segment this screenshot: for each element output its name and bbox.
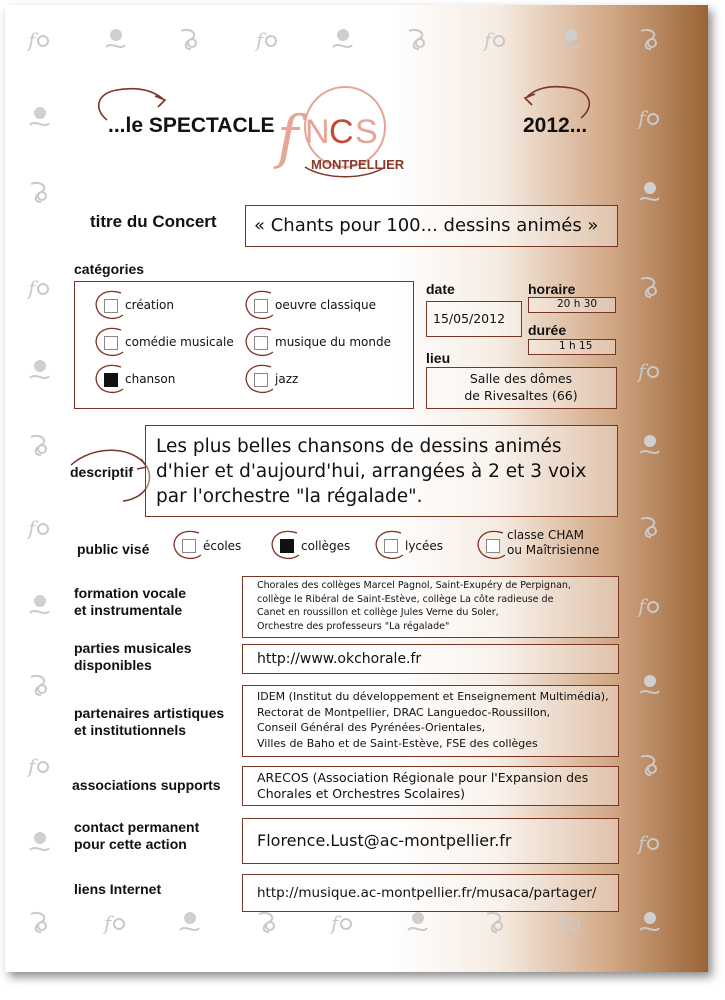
svg-text:f: f <box>28 516 36 539</box>
time-label: horaire <box>528 281 576 297</box>
partners-line-2: Rectorat de Montpellier, DRAC Languedoc-Roussillon, <box>257 705 551 719</box>
parts-box[interactable] <box>242 644 619 674</box>
treble-swirl-icon <box>405 27 429 51</box>
category-checkbox[interactable] <box>254 336 268 350</box>
time-box <box>528 297 616 313</box>
place-line2: de Rivesaltes (66) <box>464 388 578 403</box>
note-ball-icon <box>637 910 661 934</box>
svg-text:f: f <box>638 106 646 129</box>
description-line-3: par l'orchestre "la régalade". <box>156 486 423 507</box>
category-label: comédie musicale <box>125 335 234 349</box>
concert-title-box <box>245 205 618 247</box>
audience-label-line: lycées <box>405 539 444 553</box>
note-ball-icon <box>27 830 51 854</box>
fc-monogram-icon <box>27 753 51 777</box>
note-ball-icon <box>405 910 429 934</box>
partners-line-4: Villes de Baho et de Saint-Estève, FSE des collèges <box>257 736 538 750</box>
treble-swirl-icon <box>483 910 507 934</box>
treble-swirl-icon <box>177 27 201 51</box>
formation-line-2: collège le Ribéral de Saint-Estève, collège La côte radieuse de <box>257 593 554 605</box>
svg-text:f: f <box>28 276 36 299</box>
links-box[interactable] <box>242 874 619 912</box>
treble-swirl-icon <box>27 180 51 204</box>
audience-checkbox[interactable] <box>384 539 398 553</box>
note-ball-icon <box>558 27 582 51</box>
svg-text:f: f <box>28 754 36 777</box>
description-text <box>156 434 586 509</box>
category-checkbox[interactable] <box>254 299 268 313</box>
treble-swirl-icon <box>637 27 661 51</box>
svg-text:f: f <box>104 911 112 934</box>
contact-label-1: contact permanent <box>74 819 200 835</box>
svg-text:f: f <box>277 103 299 171</box>
date-box <box>426 301 522 337</box>
audience-label-line: classe CHAM <box>507 528 584 542</box>
logo-city: MONTPELLIER <box>311 157 405 172</box>
svg-text:f: f <box>559 911 567 934</box>
category-checkbox[interactable] <box>104 336 118 350</box>
description-line-2: d'hier et d'aujourd'hui, arrangées à 2 et 3 voix <box>156 461 587 482</box>
fc-monogram-icon <box>637 830 661 854</box>
audience-checkbox[interactable] <box>182 539 196 553</box>
concert-title-value: « Chants pour 100... dessins animés » <box>254 215 599 236</box>
fc-monogram-icon <box>483 27 507 51</box>
formation-label-1: formation vocale <box>74 585 187 601</box>
associations-label: associations supports <box>72 777 221 793</box>
svg-text:S: S <box>355 113 378 151</box>
associations-box <box>242 766 619 806</box>
contact-email[interactable]: Florence.Lust@ac-montpellier.fr <box>257 831 512 850</box>
svg-text:N: N <box>305 113 330 151</box>
concert-title-label: titre du Concert <box>90 212 217 231</box>
year-label: 2012... <box>523 114 588 137</box>
duration-label: durée <box>528 322 567 338</box>
poster-sheet <box>5 5 708 972</box>
audience-label <box>203 539 241 554</box>
formation-line-4: Orchestre des professeurs "La régalade" <box>257 620 450 632</box>
svg-text:f: f <box>484 28 492 51</box>
category-label: oeuvre classique <box>275 298 377 312</box>
fc-monogram-icon <box>637 105 661 129</box>
category-label: jazz <box>275 372 299 386</box>
audience-label-line: collèges <box>301 539 351 553</box>
treble-swirl-icon <box>637 275 661 299</box>
place-box <box>426 367 617 409</box>
treble-swirl-icon <box>637 515 661 539</box>
duration-box <box>528 339 616 355</box>
fncs-logo <box>265 85 415 185</box>
description-box <box>145 425 618 517</box>
parts-label-2: disponibles <box>74 657 152 673</box>
treble-swirl-icon <box>27 910 51 934</box>
links-label: liens Internet <box>74 881 162 897</box>
svg-text:f: f <box>638 831 646 854</box>
svg-text:f: f <box>638 594 646 617</box>
contact-box[interactable] <box>242 818 619 864</box>
treble-swirl-icon <box>637 753 661 777</box>
category-label: création <box>125 298 174 312</box>
fc-monogram-icon <box>330 910 354 934</box>
date-value: 15/05/2012 <box>433 311 506 326</box>
note-ball-icon <box>103 27 127 51</box>
links-url[interactable]: http://musique.ac-montpellier.fr/musaca/partager/ <box>257 885 597 901</box>
partners-lines <box>257 689 609 751</box>
fc-monogram-icon <box>103 910 127 934</box>
category-checkbox[interactable] <box>104 299 118 313</box>
partners-line-1: IDEM (Institut du développement et Enseignement Multimédia), <box>257 690 609 703</box>
svg-text:f: f <box>28 28 36 51</box>
note-ball-icon <box>330 27 354 51</box>
formation-line-3: Canet en roussillon et collège Jules Verne du Soler, <box>257 607 499 618</box>
spectacle-label: ...le SPECTACLE <box>108 114 275 137</box>
note-ball-icon <box>27 593 51 617</box>
note-ball-icon <box>27 105 51 129</box>
category-label: chanson <box>125 372 176 386</box>
audience-label-line-2: ou Maîtrisienne <box>507 543 600 557</box>
svg-text:C: C <box>329 113 354 151</box>
formation-label-2: et instrumentale <box>74 602 183 618</box>
partners-label-2: et institutionnels <box>74 722 186 738</box>
description-label: descriptif <box>70 464 134 480</box>
note-ball-icon <box>177 910 201 934</box>
svg-text:f: f <box>331 911 339 934</box>
treble-swirl-icon <box>27 433 51 457</box>
audience-label <box>507 528 599 558</box>
category-checkbox[interactable] <box>254 373 268 387</box>
formation-box <box>242 576 619 638</box>
note-ball-icon <box>637 433 661 457</box>
duration-value: 1 h 15 <box>559 340 593 352</box>
svg-text:f: f <box>638 359 646 382</box>
associations-line-1: ARECOS (Association Régionale pour l'Expansion des <box>257 770 589 785</box>
note-ball-icon <box>637 673 661 697</box>
time-value: 20 h 30 <box>557 298 598 310</box>
audience-label <box>405 539 443 554</box>
formation-line-1: Chorales des collèges Marcel Pagnol, Saint-Exupéry de Perpignan, <box>257 580 571 591</box>
fc-monogram-icon <box>27 275 51 299</box>
treble-swirl-icon <box>255 910 279 934</box>
date-label: date <box>426 281 455 297</box>
partners-line-3: Conseil Général des Pyrénées-Orientales, <box>257 721 486 734</box>
place-line1: Salle des dômes <box>469 371 573 386</box>
fc-monogram-icon <box>558 910 582 934</box>
partners-box <box>242 685 619 757</box>
fc-monogram-icon <box>255 27 279 51</box>
audience-label-line: écoles <box>203 539 242 553</box>
audience-label <box>301 539 350 554</box>
categories-label: catégories <box>74 261 145 277</box>
place-label: lieu <box>426 350 451 366</box>
partners-label-1: partenaires artistiques <box>74 705 225 721</box>
fc-monogram-icon <box>637 593 661 617</box>
audience-checkbox[interactable] <box>280 539 294 553</box>
note-ball-icon <box>637 180 661 204</box>
formation-lines <box>257 579 571 633</box>
contact-label-2: pour cette action <box>74 836 187 852</box>
category-checkbox[interactable] <box>104 373 118 387</box>
note-ball-icon <box>27 358 51 382</box>
fc-monogram-icon <box>27 27 51 51</box>
description-line-1: Les plus belles chansons de dessins animés <box>156 436 562 457</box>
fc-monogram-icon <box>27 515 51 539</box>
audience-checkbox[interactable] <box>486 539 500 553</box>
parts-link[interactable]: http://www.okchorale.fr <box>257 651 422 667</box>
category-label: musique du monde <box>275 335 391 349</box>
treble-swirl-icon <box>27 673 51 697</box>
svg-text:f: f <box>256 28 264 51</box>
associations-line-2: Chorales et Orchestres Scolaires) <box>257 786 465 801</box>
fc-monogram-icon <box>637 358 661 382</box>
audience-label: public visé <box>77 541 150 557</box>
parts-label-1: parties musicales <box>74 640 192 656</box>
associations-lines <box>257 770 588 802</box>
